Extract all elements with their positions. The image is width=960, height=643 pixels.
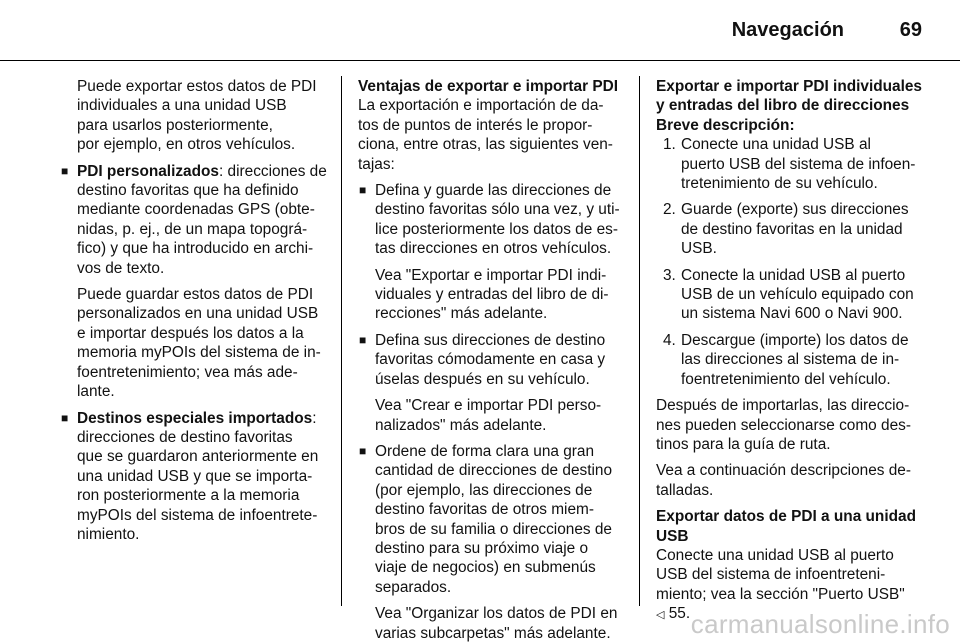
column-divider-2: [639, 76, 640, 606]
term-destinos-importados: Destinos especiales importados: [77, 409, 313, 427]
step-4: 4. Descargue (importe) los datos de las direcciones al sistema de in- foentretenimiento del vehículo.: [663, 331, 909, 388]
header-title: Navegación: [731, 19, 844, 41]
bullet-item-defina-guarde: ■ Defina y guarde las direcciones de destino favoritas sólo una vez, y uti- lice posteriormente los datos de es- tas direcciones en otros vehículos.: [359, 182, 620, 258]
page-reference: 55.: [668, 605, 691, 623]
column-1: [60, 77, 328, 544]
intro-paragraph: Puede exportar estos datos de PDI individuales a una unidad USB para usarlos posteriormente, por ejemplo, en otros vehículos.: [77, 78, 317, 154]
bullet-item-pdi-personalizados: ■ PDI personalizados: direcciones de destino favoritas que ha definido mediante coordenadas GPS (obte- nidas, p. ej., de un mapa topográ- fico) y que ha introducido en archi- vos de texto.: [61, 162, 327, 277]
bullet-item-destinos-importados: ■ Destinos especiales importados: direcciones de destino favoritas que se guardaron anteriormente en una unidad USB y que se importa- ron posteriormente a la memoria myPOIs del sistema de infoentrete- nimiento.: [61, 409, 319, 543]
bullet-mark: ■: [359, 332, 367, 347]
cross-reference-3: Vea "Organizar los datos de PDI en varias subcarpetas" más adelante.: [375, 605, 618, 642]
column-2: [358, 77, 626, 643]
page-reference-arrow-icon: ◁: [656, 609, 665, 622]
bullet-mark: ■: [61, 410, 69, 425]
detailed-descriptions-paragraph: Vea a continuación descripciones de- talladas.: [656, 462, 911, 499]
step-2: 2. Guarde (exporte) sus direcciones de destino favoritas en la unidad USB.: [663, 201, 909, 258]
step-3: 3. Conecte la unidad USB al puerto USB de un vehículo equipado con un sistema Navi 600 o Navi 900.: [663, 266, 914, 323]
section-heading-exportar-importar: Exportar e importar PDI individuales: [656, 78, 922, 95]
cross-reference-2: Vea "Crear e importar PDI perso- nalizados" más adelante.: [375, 397, 602, 434]
bullet-item-ordene: ■ Ordene de forma clara una gran cantidad de direcciones de destino (por ejemplo, las direcciones de destino favoritas de otros miem- bros de su familia o direcciones de destino para su próximo viaje o viaje de negocios) en submenús separados.: [359, 442, 613, 596]
term-pdi-personalizados: PDI personalizados: [77, 162, 219, 180]
pdi-personalizados-paragraph-2: Puede guardar estos datos de PDI personalizados en una unidad USB e importar después los datos a la memoria myPOIs del sistema de in- foentretenimiento; vea más ade- lante.: [77, 286, 321, 401]
bullet-mark: ■: [61, 163, 69, 178]
bullet-mark: ■: [359, 183, 367, 198]
watermark: carmanualsonline.info: [690, 609, 950, 639]
page-number: 69: [899, 19, 922, 41]
subheading-breve-descripcion: Breve descripción:: [656, 116, 795, 134]
cross-reference-1: Vea "Exportar e importar PDI indi- viduales y entradas del libro de di- recciones" más adelante.: [375, 266, 609, 323]
after-import-paragraph: Después de importarlas, las direccio- nes pueden seleccionarse como des- tinos para la guía de ruta.: [656, 397, 911, 453]
step-1: 1. Conecte una unidad USB al puerto USB del sistema de infoen- tretenimiento de su vehículo.: [663, 136, 916, 193]
column-3: Exportar e importar PDI individuales y entradas del libro de direcciones Breve descripción: 1. Conecte una unidad USB al puerto USB del sistema de infoen- tretenimiento de su vehículo. 2. Guarde (exporte) sus direcciones de destino favoritas en la unidad USB. 3. Conecte la unidad USB al puerto USB de un vehículo equipado con un sistema Navi 600 o Navi 900. 4. Descargue (importe) los datos de las direcciones al sistema de in- foentretenimiento del vehículo. Después de importarlas, las direccio- nes pueden seleccionarse como des- tinos para la guía de ruta. Vea a continuación descripciones de- talladas. Exportar datos de PDI a una unidad USB Conecte una unidad USB al puerto USB del sistema de infoentreteni- miento; vea la sección "Puerto USB" ◁ 55.: [656, 77, 924, 626]
bullet-mark: ■: [359, 443, 367, 458]
header-rule: [0, 60, 960, 61]
usb-paragraph: Conecte una unidad USB al puerto USB del sistema de infoentreteni- miento; vea la sección "Puerto USB" ◁ 55.: [656, 546, 905, 623]
bullet-item-defina-casa: ■ Defina sus direcciones de destino favoritas cómodamente en casa y úselas después en su vehículo.: [359, 331, 606, 388]
section-heading-ventajas: Ventajas de exportar e importar PDI: [358, 78, 619, 95]
column-divider-1: [341, 76, 342, 606]
ventajas-intro: La exportación e importación de da- tos de puntos de interés le propor- ciona, entre otras, las siguientes ven- tajas:: [358, 97, 613, 173]
page-header: [0, 0, 960, 64]
section-heading-exportar-usb: Exportar datos de PDI a una unidad: [656, 508, 916, 526]
